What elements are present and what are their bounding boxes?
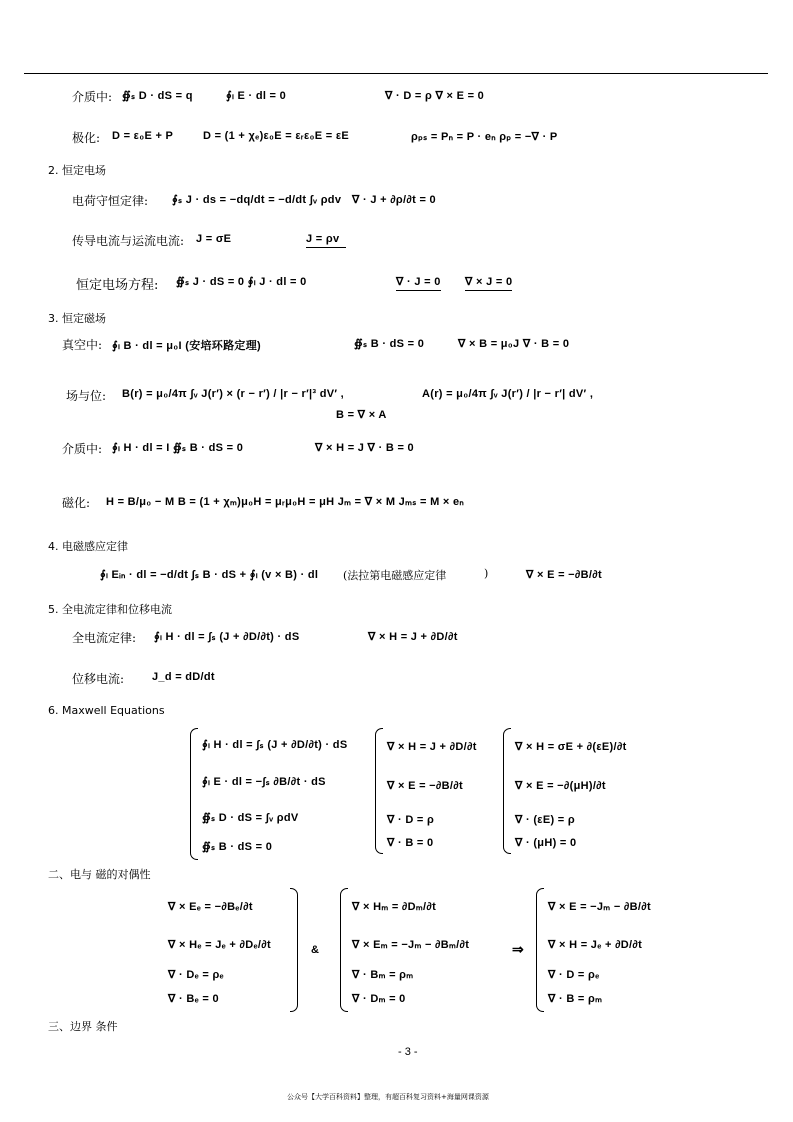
- polarization-label: 极化:: [72, 131, 101, 145]
- duality-mid-3: ∇ · Bₘ = ρₘ: [352, 969, 414, 981]
- section-4-heading: 4. 电磁感应定律: [48, 540, 128, 553]
- ampere-law-eq: ∮ₗ B · dl = μ₀I (安培环路定理): [112, 340, 261, 352]
- duality-left-3: ∇ · Dₑ = ρₑ: [168, 969, 224, 981]
- ampersand: &: [311, 944, 320, 956]
- current-label: 传导电流与运流电流:: [72, 234, 185, 248]
- duality-left-2: ∇ × Hₑ = Jₑ + ∂Dₑ/∂t: [168, 939, 271, 951]
- duality-combined-system: [536, 888, 686, 1010]
- section-5-heading: 5. 全电流定律和位移电流: [48, 603, 172, 616]
- steady-field-label: 恒定电场方程:: [76, 278, 159, 293]
- duality-mid-4: ∇ · Dₘ = 0: [352, 993, 406, 1005]
- maxwell-diff-2: ∇ × E = −∂B/∂t: [387, 780, 463, 792]
- faraday-diff-eq: ∇ × E = −∂B/∂t: [526, 569, 602, 581]
- convection-current-eq: J = ρv: [306, 233, 346, 248]
- displacement-eq: J_d = dD/dt: [152, 671, 215, 683]
- left-brace: [503, 728, 511, 854]
- maxwell-integral-system: [190, 728, 370, 858]
- magnetic-medium-diff: ∇ × H = J ∇ · B = 0: [315, 442, 414, 454]
- maxwell-medium-1: ∇ × H = σE + ∂(εE)/∂t: [515, 741, 627, 753]
- maxwell-integral-2: ∮ₗ E · dl = −∫ₛ ∂B/∂t · dS: [202, 776, 326, 788]
- left-brace: [340, 888, 348, 1012]
- maxwell-medium-3: ∇ · (εE) = ρ: [515, 814, 575, 826]
- duality-left-4: ∇ · Bₑ = 0: [168, 993, 219, 1005]
- magnetic-medium-integral: ∮ₗ H · dl = I ∯ₛ B · dS = 0: [112, 442, 244, 454]
- left-brace: [190, 728, 198, 860]
- left-brace: [536, 888, 544, 1012]
- ohm-law-eq: J = σE: [196, 233, 232, 245]
- section-6-heading: 6. Maxwell Equations: [48, 704, 165, 717]
- duality-heading: 二、电与 磁的对偶性: [48, 868, 151, 881]
- polarization-eq-3: ρₚₛ = Pₙ = P · eₙ ρₚ = −∇ · P: [411, 131, 558, 143]
- duality-right-4: ∇ · B = ρₘ: [548, 993, 603, 1005]
- maxwell-integral-3: ∯ₛ D · dS = ∫ᵥ ρdV: [202, 812, 299, 824]
- continuity-eq: ∇ · J + ∂ρ/∂t = 0: [352, 194, 436, 206]
- charge-conservation-eq: ∮ₛ J · ds = −dq/dt = −d/dt ∫ᵥ ρdv: [172, 194, 342, 206]
- potential-label: 场与位:: [66, 389, 107, 403]
- page-number: - 3 -: [398, 1046, 418, 1058]
- duality-right-2: ∇ × H = Jₑ + ∂D/∂t: [548, 939, 643, 951]
- duality-mid-1: ∇ × Hₘ = ∂Dₘ/∂t: [352, 901, 437, 913]
- total-current-eq: ∮ₗ H · dl = ∫ₛ (J + ∂D/∂t) · dS: [154, 631, 300, 643]
- maxwell-medium-4: ∇ · (μH) = 0: [515, 837, 577, 849]
- duality-magnetic-system: [340, 888, 490, 1010]
- maxwell-differential-system: [375, 728, 495, 852]
- vector-potential-eq: A(r) = μ₀/4π ∫ᵥ J(r′) / |r − r′| dV′ ,: [422, 388, 594, 400]
- duality-right-1: ∇ × E = −Jₘ − ∂B/∂t: [548, 901, 651, 913]
- polarization-eq-2: D = (1 + χₑ)ε₀E = εᵣε₀E = εE: [203, 130, 349, 142]
- steady-field-div: ∇ · J = 0: [396, 275, 441, 291]
- maxwell-diff-1: ∇ × H = J + ∂D/∂t: [387, 741, 477, 753]
- implies-arrow: ⇒: [512, 941, 525, 957]
- media-eq-3: ∇ · D = ρ ∇ × E = 0: [385, 90, 485, 102]
- media-label: 介质中:: [72, 90, 113, 104]
- header-rule: [24, 73, 768, 74]
- vacuum-label: 真空中:: [62, 338, 103, 352]
- steady-field-eq: ∯ₛ J · dS = 0 ∮ₗ J · dl = 0: [176, 276, 307, 288]
- section-2-heading: 2. 恒定电场: [48, 164, 106, 177]
- gauss-magnetic-eq: ∯ₛ B · dS = 0: [354, 338, 425, 350]
- maxwell-diff-3: ∇ · D = ρ: [387, 814, 435, 826]
- faraday-note-close: ): [484, 567, 489, 580]
- biot-savart-eq: B(r) = μ₀/4π ∫ᵥ J(r′) × (r − r′) / |r − r′|³ dV′ ,: [122, 388, 345, 400]
- charge-conservation-label: 电荷守恒定律:: [72, 194, 149, 208]
- maxwell-medium-2: ∇ × E = −∂(μH)/∂t: [515, 780, 606, 792]
- duality-right-3: ∇ · D = ρₑ: [548, 969, 600, 981]
- magnetic-medium-label: 介质中:: [62, 442, 103, 456]
- duality-left-1: ∇ × Eₑ = −∂Bₑ/∂t: [168, 901, 253, 913]
- maxwell-diff-4: ∇ · B = 0: [387, 837, 434, 849]
- left-brace: [375, 728, 383, 854]
- footer-text: 公众号【大学百科资料】整理，有超百科复习资料+海量网课资源: [287, 1093, 489, 1101]
- steady-field-curl: ∇ × J = 0: [465, 275, 512, 291]
- duality-electric-system: [160, 888, 300, 1010]
- maxwell-integral-4: ∯ₛ B · dS = 0: [202, 841, 273, 853]
- polarization-eq-1: D = ε₀E + P: [112, 130, 174, 142]
- right-brace: [290, 888, 298, 1012]
- total-current-label: 全电流定律:: [72, 631, 137, 645]
- displacement-label: 位移电流:: [72, 672, 125, 686]
- vacuum-diff-eq: ∇ × B = μ₀J ∇ · B = 0: [458, 338, 570, 350]
- maxwell-medium-system: [503, 728, 658, 852]
- media-eq-2: ∮ₗ E · dl = 0: [226, 90, 287, 102]
- maxwell-integral-1: ∮ₗ H · dl = ∫ₛ (J + ∂D/∂t) · dS: [202, 739, 348, 751]
- curl-a-eq: B = ∇ × A: [336, 409, 387, 421]
- duality-mid-2: ∇ × Eₘ = −Jₘ − ∂Bₘ/∂t: [352, 939, 470, 951]
- faraday-note: (法拉第电磁感应定律: [343, 569, 447, 582]
- magnetization-eq: H = B/μ₀ − M B = (1 + χₘ)μ₀H = μᵣμ₀H = μH Jₘ = ∇ × M Jₘₛ = M × eₙ: [106, 496, 465, 508]
- section-3-heading: 3. 恒定磁场: [48, 312, 106, 325]
- faraday-integral-eq: ∮ₗ Eᵢₙ · dl = −d/dt ∫ₛ B · dS + ∮ₗ (v × B) · dl: [100, 569, 319, 581]
- media-eq-1: ∯ₛ D · dS = q: [122, 90, 193, 102]
- boundary-heading: 三、边界 条件: [48, 1020, 118, 1033]
- total-current-diff-eq: ∇ × H = J + ∂D/∂t: [368, 631, 458, 643]
- magnetization-label: 磁化:: [62, 496, 91, 510]
